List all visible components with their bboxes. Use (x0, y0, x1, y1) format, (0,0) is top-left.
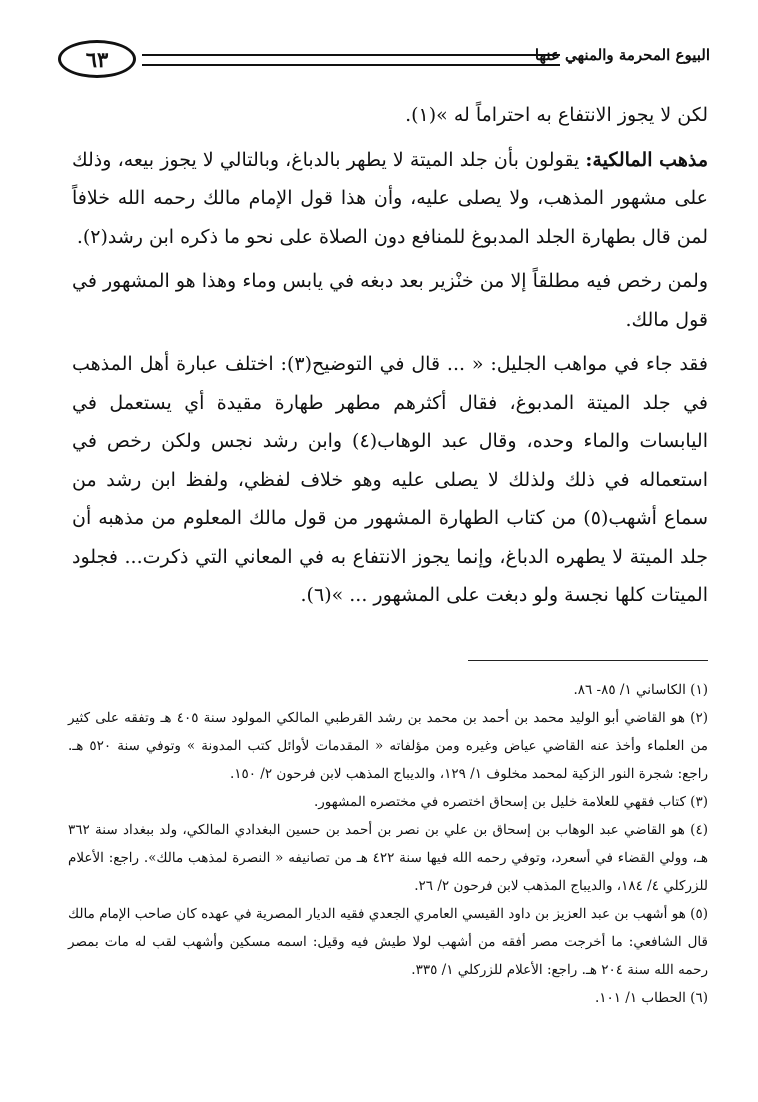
main-text (72, 96, 708, 621)
footnote-6: (٦) الحطاب ١/ ١٠١. (594, 990, 708, 1006)
page-number-badge: ٦٣ (58, 40, 136, 78)
header-double-rule (142, 54, 560, 66)
running-title: البيوع المحرمة والمنهي عنها (534, 46, 710, 64)
paragraph-1: لكن لا يجوز الانتفاع به احتراماً له »(١). (405, 104, 708, 126)
footnote-4: (٤) هو القاضي عبد الوهاب بن إسحاق بن علي بن نصر بن أحمد بن حسين البغدادي المالكي، ولد ببغداد سنة ٣٦٢ هـ، وولي القضاء في أسعرد، وتوفي رحمه الله فيها سنة ٤٢٢ هـ من تصانيفه « النصرة لمذهب مالك». راجع: الأعلام للزركلي ٤/ ١٨٤، والديباج المذهب لابن فرحون ٢/ ٢٦. (68, 822, 708, 894)
footnote-2: (٢) هو القاضي أبو الوليد محمد بن أحمد بن محمد بن رشد القرطبي المالكي المولود سنة ٤٠٥ هـ وتفقه على كثير من العلماء وأخذ عنه القاضي عياض وغيره ومن مؤلفاته « المقدمات لأوائل كتب المدونة » وتوفي سنة ٥٢٠ هـ. راجع: شجرة النور الزكية لمحمد مخلوف ١/ ١٢٩، والديباج المذهب لابن فرحون ٢/ ١٥٠. (68, 710, 709, 782)
paragraph-2 (72, 141, 708, 257)
footnotes (68, 676, 708, 1012)
page-header (58, 40, 710, 84)
paragraph-3: ولمن رخص فيه مطلقاً إلا من خنْزير بعد دبغه في يابس وماء وهذا هو المشهور في قول مالك. (72, 270, 708, 331)
maliki-school-heading: مذهب المالكية: (585, 148, 709, 171)
footnote-separator (468, 660, 708, 661)
footnote-5: (٥) هو أشهب بن عبد العزيز بن داود القيسي العامري الجعدي فقيه الديار المصرية في عهده كان صاحب الإمام مالك قال الشافعي: ما أخرجت مصر أفقه من أشهب لولا طيش فيه وقيل: اسمه مسكين وأشهب لقب له مات بمصر رحمه الله سنة ٢٠٤ هـ. راجع: الأعلام للزركلي ١/ ٣٣٥. (68, 906, 708, 978)
footnote-3: (٣) كتاب فقهي للعلامة خليل بن إسحاق اختصره في مختصره المشهور. (313, 794, 708, 810)
paragraph-4: فقد جاء في مواهب الجليل: « ... قال في التوضيح(٣): اختلف عبارة أهل المذهب في جلد الميتة المدبوغ، فقال أكثرهم مطهر طهارة مقيدة أي يستعمل في اليابسات والماء وحده، وقال عبد الوهاب(٤) وابن رشد نجس ولكن رخص في استعماله في ذلك ولذلك لا يصلى عليه وهو خلاف لفظي، ولفظ ابن رشد من سماع أشهب(٥) من كتاب الطهارة المشهور من قول مالك المعلوم من مذهبه أن جلد الميتة لا يطهره الدباغ، وإنما يجوز الانتفاع به في المعاني التي ذكرت... فجلود الميتات كلها نجسة ولو دبغت على المشهور ... »(٦). (72, 353, 708, 606)
paragraph-2-text: يقولون بأن جلد الميتة لا يطهر بالدباغ، وبالتالي لا يجوز بيعه، وذلك على مشهور المذهب، ولا يصلى عليه، وأن هذا قول الإمام مالك رحمه الله خلافاً لمن قال بطهارة الجلد المدبوغ للمنافع دون الصلاة على نحو ما ذكره ابن رشد(٢). (72, 148, 708, 248)
footnote-1: (١) الكاساني ١/ ٨٥- ٨٦. (573, 682, 708, 698)
